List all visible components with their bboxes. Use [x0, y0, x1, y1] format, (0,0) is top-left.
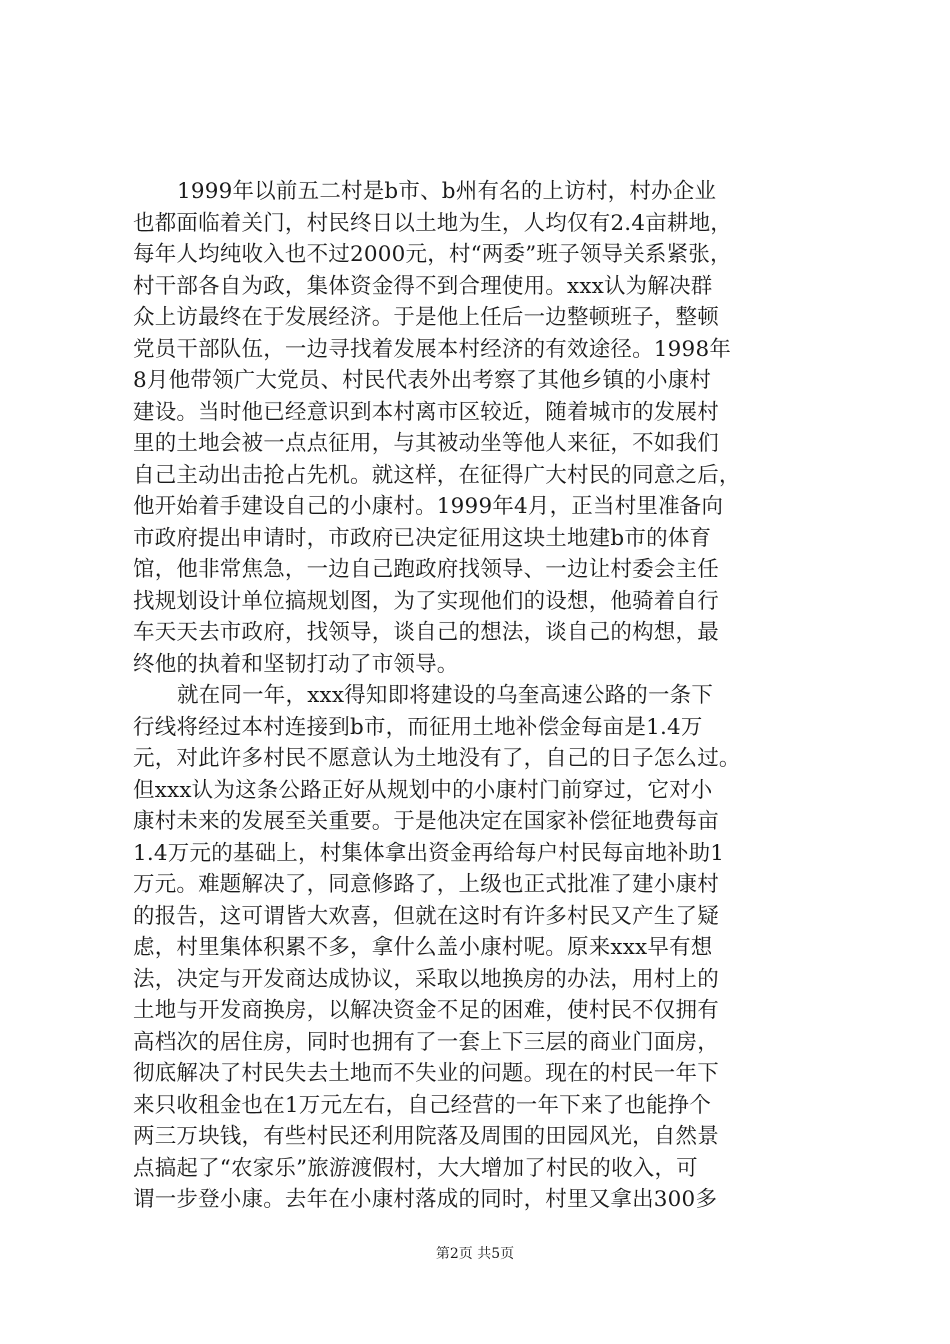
text-line: 也都面临着关门，村民终日以土地为生，人均仅有2.4亩耕地， [133, 210, 732, 236]
text-line: 每年人均纯收入也不过2000元，村“两委”班子领导关系紧张， [133, 242, 732, 267]
text-line: 点搞起了“农家乐”旅游渡假村，大大增加了村民的收入，可 [133, 1155, 698, 1181]
text-line: 馆，他非常焦急，一边自己跑政府找领导、一边让村委会主任 [133, 557, 719, 582]
text-line: 的报告，这可谓皆大欢喜，但就在这时有许多村民又产生了疑 [133, 903, 719, 929]
text-line: 虑，村里集体积累不多，拿什么盖小康村呢。原来xxx早有想 [133, 935, 713, 960]
text-line: 8月他带领广大党员、村民代表外出考察了其他乡镇的小康村 [133, 368, 712, 393]
text-line: 他开始着手建设自己的小康村。1999年4月，正当村里准备向 [133, 494, 724, 519]
body-text [133, 176, 833, 1216]
text-line: 谓一步登小康。去年在小康村落成的同时，村里又拿出300多 [133, 1187, 718, 1212]
paragraph-1 [133, 176, 833, 680]
text-line: 找规划设计单位搞规划图，为了实现他们的设想，他骑着自行 [133, 588, 719, 614]
text-line: 土地与开发商换房，以解决资金不足的困难，使村民不仅拥有 [133, 998, 719, 1023]
text-line: 行线将经过本村连接到b市，而征用土地补偿金每亩是1.4万 [133, 714, 703, 740]
text-line: 党员干部队伍，一边寻找着发展本村经济的有效途径。1998年 [133, 336, 732, 362]
page-number-footer: 第2页 共5页 [435, 1246, 515, 1262]
text-line: 1999年以前五二村是b市、b州有名的上访村，村办企业 [177, 179, 717, 204]
text-line: 康村未来的发展至关重要。于是他决定在国家补偿征地费每亩 [133, 809, 719, 834]
text-line: 1.4万元的基础上，村集体拿出资金再给每户村民每亩地补助1 [133, 840, 725, 866]
text-line: 自己主动出击抢占先机。就这样，在征得广大村民的同意之后， [133, 462, 741, 488]
text-line: 众上访最终在于发展经济。于是他上任后一边整顿班子，整顿 [133, 305, 719, 330]
text-line: 市政府提出申请时，市政府已决定征用这块土地建b市的体育 [133, 525, 712, 551]
text-line: 村干部各自为政，集体资金得不到合理使用。xxx认为解决群 [133, 273, 713, 299]
text-line: 就在同一年，xxx得知即将建设的乌奎高速公路的一条下 [177, 683, 714, 708]
text-line: 彻底解决了村民失去土地而不失业的问题。现在的村民一年下 [133, 1061, 719, 1086]
text-line: 但xxx认为这条公路正好从规划中的小康村门前穿过，它对小 [133, 777, 713, 803]
text-line: 元，对此许多村民不愿意认为土地没有了，自己的日子怎么过。 [133, 746, 741, 771]
text-line: 来只收租金也在1万元左右，自己经营的一年下来了也能挣个 [133, 1092, 712, 1118]
text-line: 车天天去市政府，找领导，谈自己的想法，谈自己的构想，最 [133, 620, 719, 645]
text-line: 终他的执着和坚韧打动了市领导。 [133, 651, 459, 677]
text-line: 里的土地会被一点点征用，与其被动坐等他人来征，不如我们 [133, 431, 719, 456]
text-line: 万元。难题解决了，同意修路了，上级也正式批准了建小康村 [133, 872, 719, 897]
text-line: 高档次的居住房，同时也拥有了一套上下三层的商业门面房， [133, 1029, 719, 1055]
text-line: 建设。当时他已经意识到本村离市区较近，随着城市的发展村 [133, 399, 719, 425]
paragraph-2 [133, 680, 833, 1216]
text-line: 法，决定与开发商达成协议，采取以地换房的办法，用村上的 [133, 966, 719, 992]
text-line: 两三万块钱，有些村民还利用院落及周围的田园风光，自然景 [133, 1124, 719, 1149]
